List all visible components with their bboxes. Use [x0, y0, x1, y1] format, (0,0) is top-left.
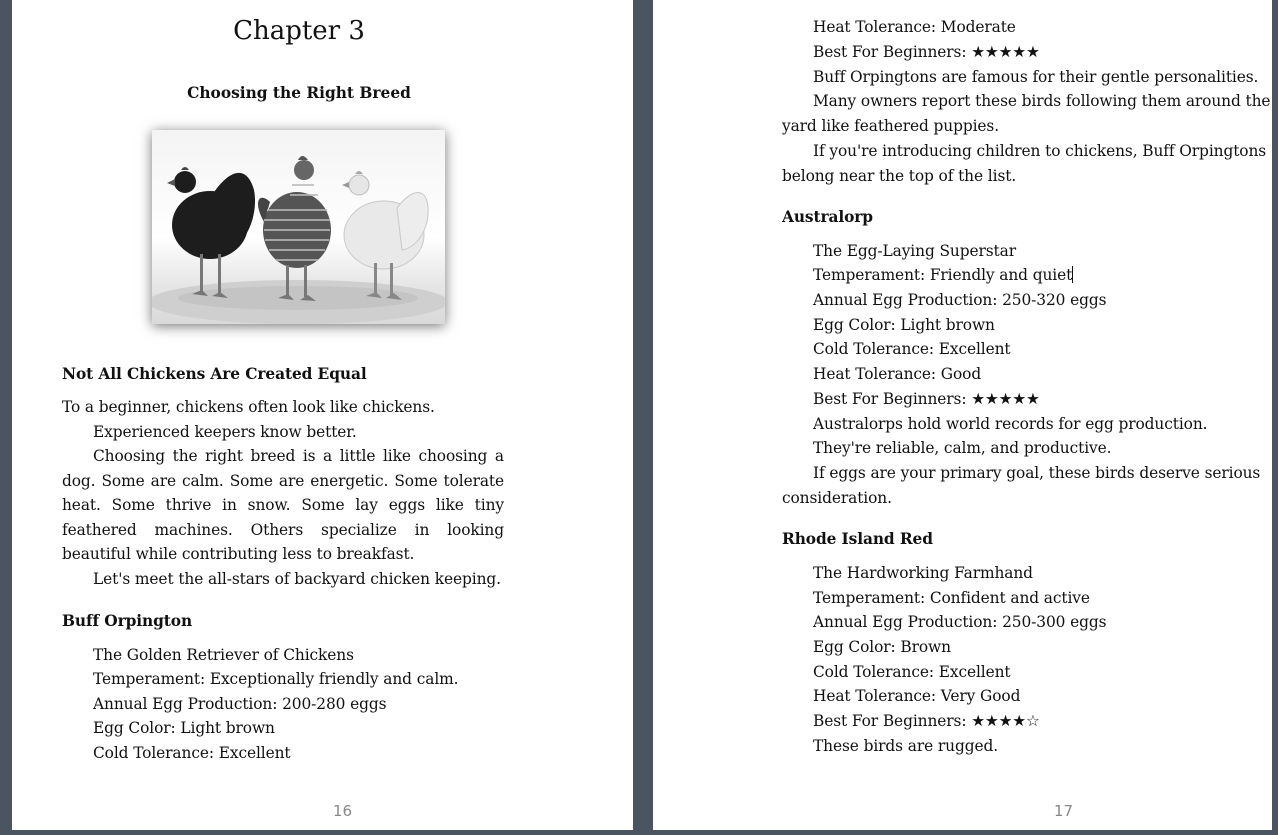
breed-heading-australorp: Australorp: [782, 208, 873, 226]
page-number: 17: [1054, 802, 1074, 820]
rir-line: Cold Tolerance: Excellent: [813, 663, 1011, 681]
australorp-line: Cold Tolerance: Excellent: [813, 340, 1011, 358]
buff-para1-line2: yard like feathered puppies.: [782, 117, 1000, 135]
australorp-line: [813, 263, 1073, 288]
page-number: 16: [333, 802, 353, 820]
buff-line: The Golden Retriever of Chickens: [93, 646, 354, 664]
australorp-para-line2: consideration.: [782, 489, 892, 507]
rir-line: Best For Beginners: ★★★★☆: [813, 712, 1040, 730]
buff-cont-line: Heat Tolerance: Moderate: [813, 18, 1016, 36]
buff-para1-line1: Many owners report these birds following them around the: [813, 92, 1271, 110]
australorp-line: Best For Beginners: ★★★★★: [813, 390, 1040, 408]
rir-line: Egg Color: Brown: [813, 638, 951, 656]
buff-para2-line2: belong near the top of the list.: [782, 167, 1017, 185]
section-heading: Not All Chickens Are Created Equal: [62, 365, 367, 383]
intro-line-1: To a beginner, chickens often look like chickens.: [62, 398, 435, 416]
australorp-line: The Egg-Laying Superstar: [813, 242, 1016, 260]
australorp-line: Australorps hold world records for egg production.: [813, 415, 1208, 433]
buff-line: Egg Color: Light brown: [93, 719, 275, 737]
buff-line: Annual Egg Production: 200-280 eggs: [93, 695, 387, 713]
barred-hen: [258, 156, 331, 301]
australorp-para-line1: If eggs are your primary goal, these birds deserve serious: [813, 464, 1261, 482]
buff-line: Cold Tolerance: Excellent: [93, 744, 291, 762]
chapter-subtitle: Choosing the Right Breed: [187, 84, 411, 102]
chickens-photo: [152, 130, 445, 324]
australorp-line: Annual Egg Production: 250-320 eggs: [813, 291, 1107, 309]
intro-paragraph: Choosing the right breed is a little like choosing a dog. Some are calm. Some are energetic. Some tolerate heat. Some thrive in snow. Some lay eggs like tiny feathered machines. Others specialize in looking beautiful while contributing less to breakfast.: [62, 447, 504, 564]
text-cursor: [1072, 266, 1073, 283]
rir-line: Heat Tolerance: Very Good: [813, 687, 1021, 705]
rir-line: These birds are rugged.: [813, 737, 999, 755]
buff-cont-line: Buff Orpingtons are famous for their gentle personalities.: [813, 68, 1259, 86]
australorp-line: Heat Tolerance: Good: [813, 365, 982, 383]
intro-line-3: Let's meet the all-stars of backyard chicken keeping.: [93, 570, 501, 588]
australorp-line: They're reliable, calm, and productive.: [813, 439, 1112, 457]
buff-line: Temperament: Exceptionally friendly and calm.: [93, 670, 459, 688]
chapter-title: Chapter 3: [233, 16, 365, 46]
rir-line: The Hardworking Farmhand: [813, 564, 1033, 582]
buff-cont-line: Best For Beginners: ★★★★★: [813, 43, 1040, 61]
white-hen: [342, 171, 428, 300]
chickens-illustration: [152, 130, 445, 324]
black-hen: [167, 167, 255, 298]
australorp-temperament: Temperament: Friendly and quiet: [813, 266, 1073, 284]
australorp-line: Egg Color: Light brown: [813, 316, 995, 334]
document-page-left: [12, 0, 633, 830]
intro-line-2: Experienced keepers know better.: [93, 423, 357, 441]
document-page-right: [653, 0, 1272, 830]
buff-para2-line1: If you're introducing children to chickens, Buff Orpingtons: [813, 142, 1267, 160]
breed-heading-buff-orpington: Buff Orpington: [62, 612, 193, 630]
rir-line: Temperament: Confident and active: [813, 589, 1090, 607]
rir-line: Annual Egg Production: 250-300 eggs: [813, 613, 1107, 631]
breed-heading-rhode-island-red: Rhode Island Red: [782, 530, 933, 548]
